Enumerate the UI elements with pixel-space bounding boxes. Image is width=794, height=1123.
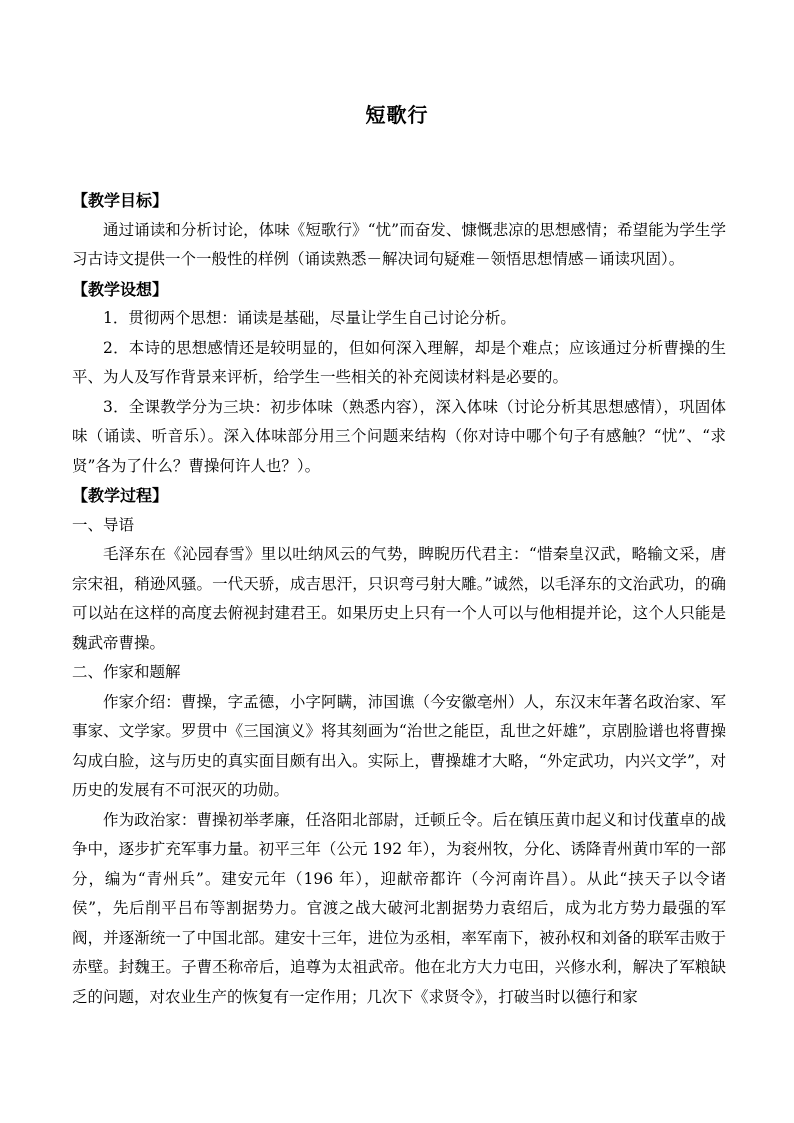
ideas-item-3: 3．全课教学分为三块：初步体味（熟悉内容），深入体味（讨论分析其思想感情），巩固体味（诵读、听音乐）。深入体味部分用三个问题来结构（你对诗中哪个句子有感触？“忧”、“求贤”各为了什么？曹操何许人也？）。	[72, 397, 726, 475]
intro-paragraph: 毛泽东在《沁园春雪》里以吐纳风云的气势，睥睨历代君主：“惜秦皇汉武，略输文采，唐宗宋祖，稍逊风骚。一代天骄，成吉思汗，只识弯弓射大雕。”诚然，以毛泽东的文治武功，的确可以站在这样的高度去俯视封建君王。如果历史上只有一个人可以与他相提并论，这个人只能是魏武帝曹操。	[72, 545, 726, 652]
section-heading-ideas: 【教学设想】	[72, 279, 169, 299]
ideas-item-2: 2．本诗的思想感情还是较明显的，但如何深入理解，却是个难点；应该通过分析曹操的生平、为人及写作背景来评析，给学生一些相关的补充阅读材料是必要的。	[72, 338, 726, 386]
section-heading-goals: 【教学目标】	[72, 191, 169, 210]
document-body	[72, 186, 726, 1012]
ideas-item-1: 1．贯彻两个思想：诵读是基础，尽量让学生自己讨论分析。	[103, 309, 516, 327]
section-heading-process: 【教学过程】	[72, 486, 169, 505]
page-title: 短歌行	[365, 103, 429, 127]
author-intro-paragraph: 作家介绍：曹操，字孟德，小字阿瞒，沛国谯（今安徽亳州）人，东汉末年著名政治家、军事家、文学家。罗贯中《三国演义》将其刻画为“治世之能臣，乱世之奸雄”，京剧脸谱也将曹操勾成白脸，这与历史的真实面目颇有出入。实际上，曹操雄才大略，“外定武功，内兴文学”，对历史的发展有不可泯灭的功勋。	[72, 692, 726, 799]
goals-paragraph: 通过诵读和分析讨论，体味《短歌行》“忧”而奋发、慷慨悲凉的思想感情；希望能为学生学习古诗文提供一个一般性的样例（诵读熟悉－解决词句疑难－领悟思想情感－诵读巩固）。	[72, 220, 726, 268]
subheading-author: 二、作家和题解	[72, 663, 181, 681]
subheading-intro: 一、导语	[72, 515, 135, 534]
author-politician-paragraph: 作为政治家：曹操初举孝廉，任洛阳北部尉，迁顿丘令。后在镇压黄巾起义和讨伐董卓的战争中，逐步扩充军事力量。初平三年（公元 192 年），为衮州牧，分化、诱降青州黄巾军的一部分，编为“青州兵”。建安元年（196 年），迎献帝都许（今河南许昌）。从此“挟天子以令诸侯”，先后削平吕布等割据势力。官渡之战大破河北割据势力袁绍后，成为北方势力最强的军阀，并逐渐统一了中国北部。建安十三年，进位为丞相，率军南下，被孙权和刘备的联军击败于赤壁。封魏王。子曹丕称帝后，追尊为太祖武帝。他在北方大力屯田，兴修水利，解决了军粮缺乏的问题，对农业生产的恢复有一定作用；几次下《求贤令》，打破当时以德行和家	[72, 810, 726, 1006]
